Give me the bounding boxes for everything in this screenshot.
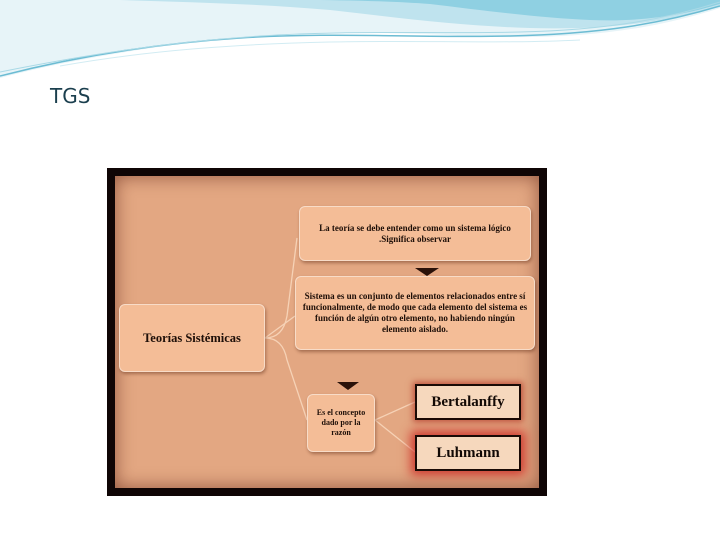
diagram-panel — [115, 176, 539, 488]
author-node-luhmann: Luhmann — [415, 435, 521, 471]
root-node-teorias-sistemicas: Teorías Sistémicas — [119, 304, 265, 372]
branch-node-teoria-logica: La teoría se debe entender como un sistema lógico .Significa observar — [299, 206, 531, 261]
header-wave-decoration — [0, 0, 720, 90]
diagram-frame — [107, 168, 547, 496]
branch-node-concepto-razon: Es el concepto dado por la razón — [307, 394, 375, 452]
branch-node-definicion-sistema: Sistema es un conjunto de elementos relacionados entre sí funcionalmente, de modo que cada elemento del sistema es función de algún otro elemento, no habiendo ningún elemento aislado. — [295, 276, 535, 350]
down-arrow-icon — [337, 382, 359, 390]
slide-title: TGS — [50, 84, 91, 108]
down-arrow-icon — [415, 268, 439, 276]
author-node-bertalanffy: Bertalanffy — [415, 384, 521, 420]
